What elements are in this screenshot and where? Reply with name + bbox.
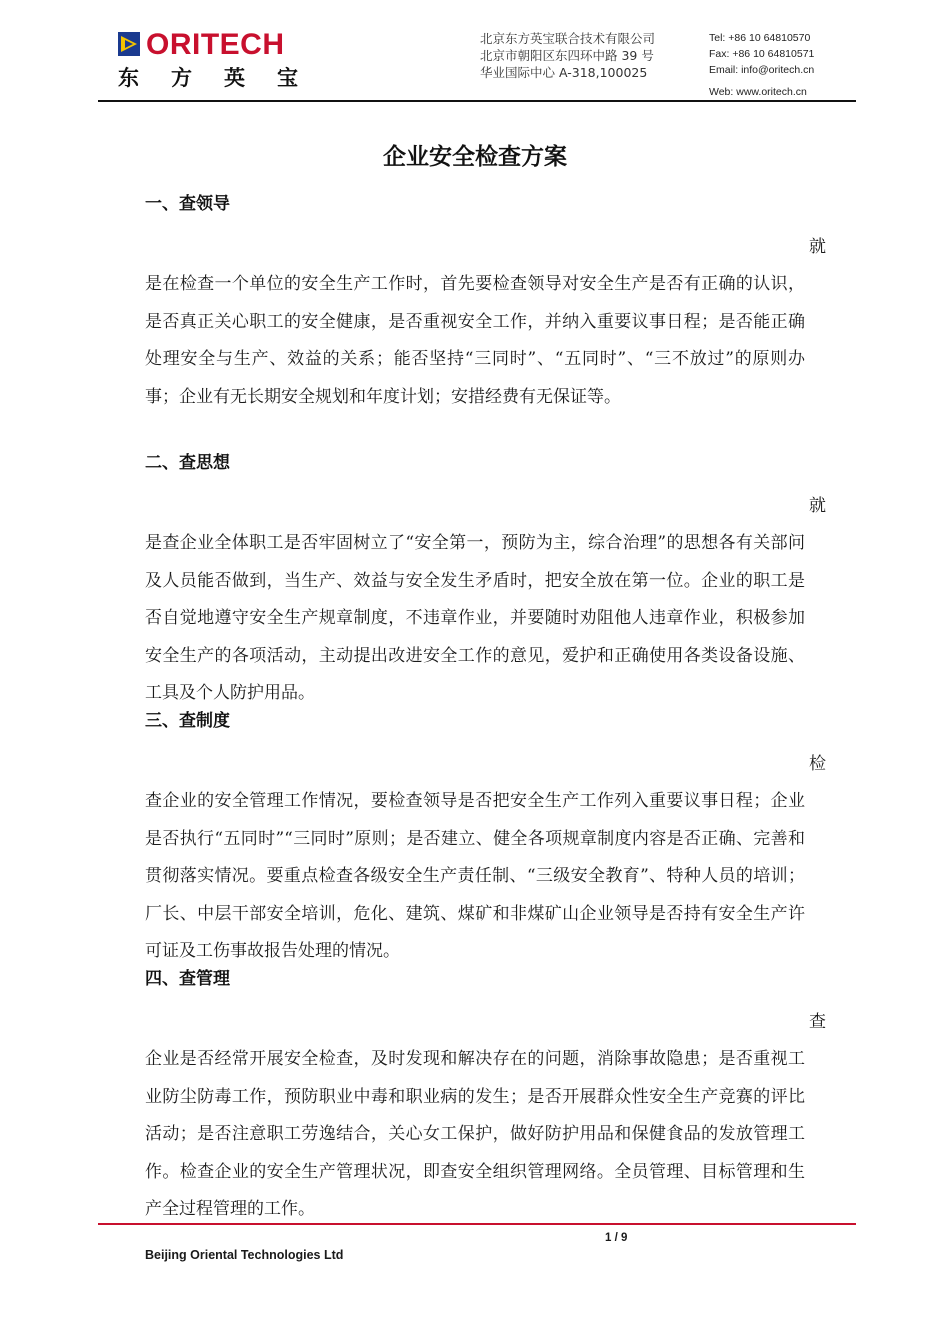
logo-chinese-name: [118, 62, 298, 92]
section-lead-char: 检: [809, 754, 826, 774]
section-body: 是在检查一个单位的安全生产工作时，首先要检查领导对安全生产是否有正确的认识，是否真正关心职工的安全健康，是否重视安全工作，并纳入重要议事日程；是否能正确处理安全与生产、效益的关系；能否坚持“三同时”、“五同时”、“三不放过”的原则办事；企业有无长期安全规划和年度计划；安措经费有无保证等。: [145, 274, 805, 407]
contact-email: Email: info@oritech.cn: [709, 64, 815, 76]
contact-tel: Tel: +86 10 64810570: [709, 32, 811, 44]
logo-cn-char: 东: [118, 66, 139, 90]
section-lead-char: 就: [809, 237, 826, 257]
section-heading: 二、查思想: [145, 453, 230, 473]
logo-text: ORITECH: [146, 28, 285, 61]
section-thinking: [145, 451, 826, 713]
header-divider: [98, 100, 856, 102]
section-management: [145, 967, 826, 1229]
page-number: 1 / 9: [605, 1232, 628, 1244]
section-heading: 一、查领导: [145, 194, 230, 214]
section-system: [145, 709, 826, 971]
document-title: 企业安全检查方案: [383, 144, 567, 170]
section-heading: 三、查制度: [145, 711, 230, 731]
section-heading: 四、查管理: [145, 969, 230, 989]
footer-divider: [98, 1223, 856, 1225]
footer-company: Beijing Oriental Technologies Ltd: [145, 1248, 344, 1262]
logo-cn-char: 方: [171, 66, 192, 90]
section-body: 是查企业全体职工是否牢固树立了“安全第一，预防为主，综合治理”的思想各有关部问及人员能否做到，当生产、效益与安全发生矛盾时，把安全放在第一位。企业的职工是否自觉地遵守安全生产规章制度，不违章作业，并要随时劝阻他人违章作业，积极参加安全生产的各项活动，主动提出改进安全工作的意见，爱护和正确使用各类设备设施、工具及个人防护用品。: [145, 533, 805, 703]
contact-info: [709, 30, 814, 100]
logo-mark-icon: [118, 32, 140, 56]
section-lead-char: 就: [809, 496, 826, 516]
logo-cn-char: 宝: [277, 66, 298, 90]
section-leadership: [145, 192, 826, 416]
contact-fax: Fax: +86 10 64810571: [709, 48, 815, 60]
address-line: 北京市朝阳区东四环中路 39 号: [480, 48, 654, 63]
address-line: 华业国际中心 A-318,100025: [480, 65, 648, 80]
section-lead-char: 查: [809, 1012, 826, 1032]
section-body: 企业是否经常开展安全检查，及时发现和解决存在的问题，消除事故隐患；是否重视工业防尘防毒工作，预防职业中毒和职业病的发生；是否开展群众性安全生产竞赛的评比活动；是否注意职工劳逸结合，关心女工保护，做好防护用品和保健食品的发放管理工作。检查企业的安全生产管理状况，即查安全组织管理网络。全员管理、目标管理和生产全过程管理的工作。: [145, 1049, 805, 1219]
company-logo: [118, 28, 298, 90]
logo-cn-char: 英: [224, 66, 245, 90]
section-body: 查企业的安全管理工作情况，要检查领导是否把安全生产工作列入重要议事日程；企业是否执行“五同时”“三同时”原则；是否建立、健全各项规章制度内容是否正确、完善和贯彻落实情况。要重点检查各级安全生产责任制、“三级安全教育”、特种人员的培训；厂长、中层干部安全培训，危化、建筑、煤矿和非煤矿山企业领导是否持有安全生产许可证及工伤事故报告处理的情况。: [145, 791, 805, 961]
company-address: [480, 30, 655, 81]
contact-web: Web: www.oritech.cn: [709, 86, 807, 98]
address-line: 北京东方英宝联合技术有限公司: [480, 31, 656, 46]
